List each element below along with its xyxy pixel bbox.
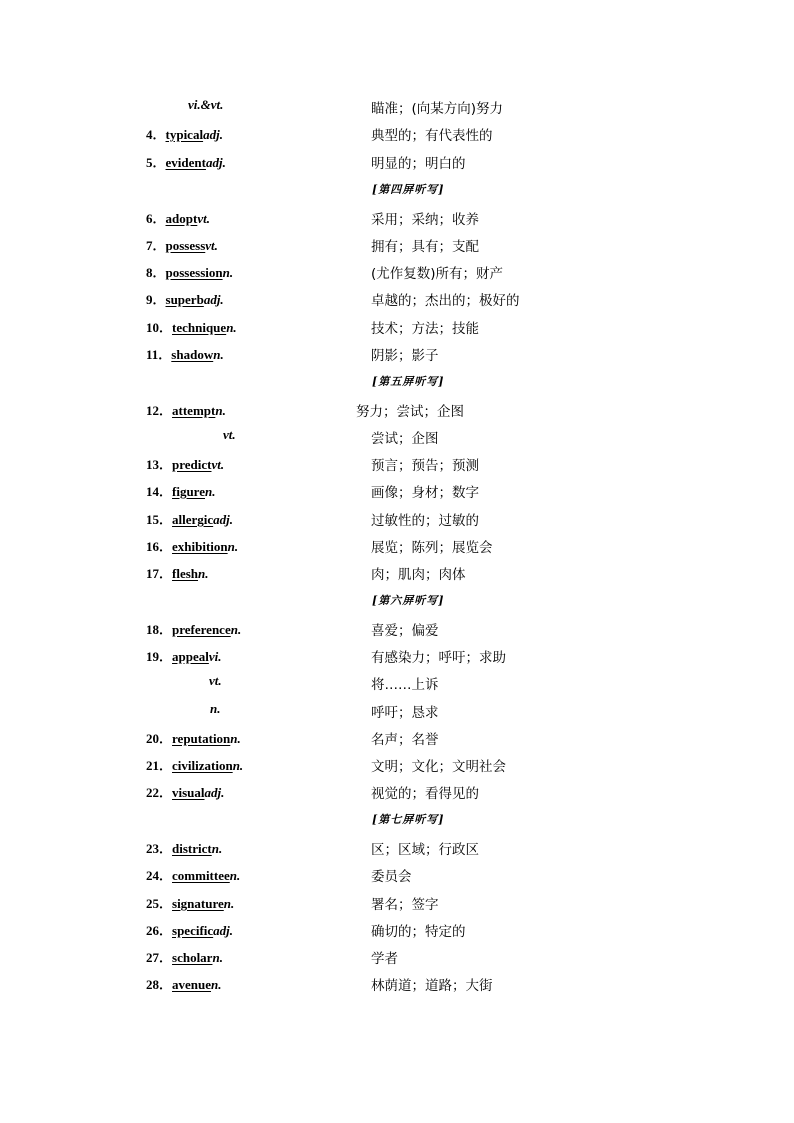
meaning: 视觉的；看得见的 <box>371 786 479 802</box>
meaning: 典型的；有代表性的 <box>371 128 493 144</box>
item-number: 22． <box>146 785 173 800</box>
item-number: 13． <box>146 457 173 472</box>
part-of-speech: n. <box>215 403 226 418</box>
item-number: 17． <box>146 566 173 581</box>
section-heading: [第五屏听写] <box>372 375 445 388</box>
vocab-row <box>0 865 794 892</box>
meaning: 肉；肌肉；肉体 <box>371 567 466 583</box>
meaning: 林荫道；道路；大街 <box>371 978 493 994</box>
vocab-row <box>0 152 794 179</box>
part-of-speech: vt. <box>209 673 222 688</box>
vocab-word: allergic <box>172 512 214 527</box>
meaning: 瞄准；(向某方向)努力 <box>371 101 504 117</box>
part-of-speech: n. <box>223 896 235 911</box>
part-of-speech: vt. <box>197 211 210 226</box>
vocab-row <box>0 97 794 124</box>
vocab-word: flesh <box>172 566 199 581</box>
vocab-row <box>0 838 794 865</box>
meaning: 技术；方法；技能 <box>371 321 479 337</box>
item-number: 24． <box>146 868 173 883</box>
vocab-row <box>0 454 794 481</box>
vocab-row <box>0 893 794 920</box>
item-number: 26． <box>146 923 173 938</box>
vocab-row <box>0 481 794 508</box>
vocab-row <box>0 317 794 344</box>
part-of-speech: n. <box>212 950 223 965</box>
meaning: 区；区域；行政区 <box>371 842 479 858</box>
item-number: 12． <box>146 403 173 418</box>
meaning: 文明；文化；文明社会 <box>371 759 506 775</box>
meaning: 确切的；特定的 <box>371 924 466 940</box>
vocab-row <box>0 289 794 316</box>
item-number: 23． <box>146 841 173 856</box>
item-number: 19． <box>146 649 173 664</box>
vocab-row <box>0 673 794 700</box>
part-of-speech: n. <box>232 758 244 773</box>
vocab-row <box>0 427 794 454</box>
meaning: (尤作复数)所有；财产 <box>371 266 504 282</box>
meaning: 名声；名誉 <box>371 732 439 748</box>
vocab-row <box>0 235 794 262</box>
item-number: 4． <box>146 127 166 142</box>
vocab-word: possess <box>165 238 206 253</box>
vocab-word: superb <box>165 292 204 307</box>
vocab-word: exhibition <box>172 539 228 554</box>
meaning: 尝试；企图 <box>371 431 439 447</box>
vocab-word: avenue <box>172 977 212 992</box>
meaning: 署名；签字 <box>371 897 439 913</box>
part-of-speech: n. <box>211 841 223 856</box>
meaning: 拥有；具有；支配 <box>371 239 479 255</box>
meaning: 画像；身材；数字 <box>371 485 479 501</box>
item-number: 8． <box>146 265 166 280</box>
item-number: 9． <box>146 292 166 307</box>
meaning: 将……上诉 <box>371 677 439 693</box>
part-of-speech: vt. <box>211 457 225 472</box>
vocab-row <box>0 344 794 371</box>
section-heading: [第六屏听写] <box>372 594 445 607</box>
part-of-speech: adj. <box>213 923 234 938</box>
meaning: 采用；采纳；收养 <box>371 212 479 228</box>
part-of-speech: n. <box>210 701 221 716</box>
vocab-word: specific <box>172 923 214 938</box>
vocab-row <box>0 701 794 728</box>
part-of-speech: adj. <box>205 155 226 170</box>
item-number: 28． <box>146 977 173 992</box>
meaning: 委员会 <box>371 869 412 885</box>
vocab-row <box>0 208 794 235</box>
meaning: 明显的；明白的 <box>371 156 466 172</box>
part-of-speech: n. <box>211 977 222 992</box>
vocab-row <box>0 920 794 947</box>
part-of-speech: adj. <box>213 512 234 527</box>
part-of-speech: vt. <box>205 238 218 253</box>
meaning: 过敏性的；过敏的 <box>371 513 479 529</box>
vocab-row <box>0 782 794 809</box>
vocab-word: signature <box>172 896 224 911</box>
vocab-word: scholar <box>172 950 213 965</box>
part-of-speech: n. <box>205 484 216 499</box>
vocab-word: attempt <box>172 403 216 418</box>
part-of-speech: n. <box>229 868 241 883</box>
part-of-speech: vi.&vt. <box>188 97 224 112</box>
vocab-word: committee <box>172 868 230 883</box>
item-number: 21． <box>146 758 173 773</box>
part-of-speech: adj. <box>203 292 224 307</box>
item-number: 25． <box>146 896 173 911</box>
item-number: 7． <box>146 238 166 253</box>
vocab-row <box>0 400 794 427</box>
item-number: 11． <box>146 347 172 362</box>
vocab-word: district <box>172 841 212 856</box>
vocab-word: shadow <box>171 347 214 362</box>
vocab-row <box>0 536 794 563</box>
meaning: 预言；预告；预测 <box>371 458 479 474</box>
item-number: 18． <box>146 622 173 637</box>
vocab-row <box>0 974 794 1001</box>
vocab-word: evident <box>165 155 206 170</box>
item-number: 15． <box>146 512 173 527</box>
meaning: 阴影；影子 <box>371 348 439 364</box>
vocab-word: technique <box>172 320 227 335</box>
item-number: 5． <box>146 155 166 170</box>
vocab-word: appeal <box>172 649 209 664</box>
vocab-row <box>0 619 794 646</box>
vocab-row <box>0 509 794 536</box>
meaning: 喜爱；偏爱 <box>371 623 439 639</box>
vocab-word: possession <box>165 265 223 280</box>
meaning: 卓越的；杰出的；极好的 <box>371 293 520 309</box>
vocab-word: figure <box>172 484 205 499</box>
part-of-speech: vt. <box>223 427 236 442</box>
part-of-speech: n. <box>230 731 241 746</box>
vocab-word: predict <box>172 457 212 472</box>
item-number: 6． <box>146 211 166 226</box>
meaning: 呼吁；恳求 <box>371 705 439 721</box>
vocab-word: civilization <box>172 758 233 773</box>
meaning: 有感染力；呼吁；求助 <box>371 650 506 666</box>
meaning: 展览；陈列；展览会 <box>371 540 493 556</box>
vocab-row <box>0 646 794 673</box>
item-number: 27． <box>146 950 173 965</box>
vocab-word: preference <box>172 622 231 637</box>
part-of-speech: n. <box>230 622 242 637</box>
part-of-speech: n. <box>213 347 224 362</box>
part-of-speech: n. <box>227 539 239 554</box>
section-heading: [第七屏听写] <box>372 813 445 826</box>
meaning: 学者 <box>371 951 398 967</box>
meaning: 努力；尝试；企图 <box>356 404 464 420</box>
item-number: 14． <box>146 484 173 499</box>
part-of-speech: adj. <box>203 127 223 142</box>
vocab-word: reputation <box>172 731 231 746</box>
part-of-speech: adj. <box>204 785 225 800</box>
part-of-speech: n. <box>198 566 209 581</box>
part-of-speech: n. <box>226 320 237 335</box>
part-of-speech: n. <box>222 265 234 280</box>
vocab-row <box>0 262 794 289</box>
vocab-row <box>0 947 794 974</box>
vocab-row <box>0 124 794 151</box>
part-of-speech: vi. <box>208 649 222 664</box>
vocab-word: adopt <box>165 211 198 226</box>
item-number: 20． <box>146 731 173 746</box>
vocab-row <box>0 728 794 755</box>
item-number: 10． <box>146 320 173 335</box>
vocab-row <box>0 563 794 590</box>
vocab-word: visual <box>172 785 205 800</box>
vocab-word: typical <box>165 127 204 142</box>
section-heading: [第四屏听写] <box>372 183 445 196</box>
vocab-row <box>0 755 794 782</box>
item-number: 16． <box>146 539 173 554</box>
